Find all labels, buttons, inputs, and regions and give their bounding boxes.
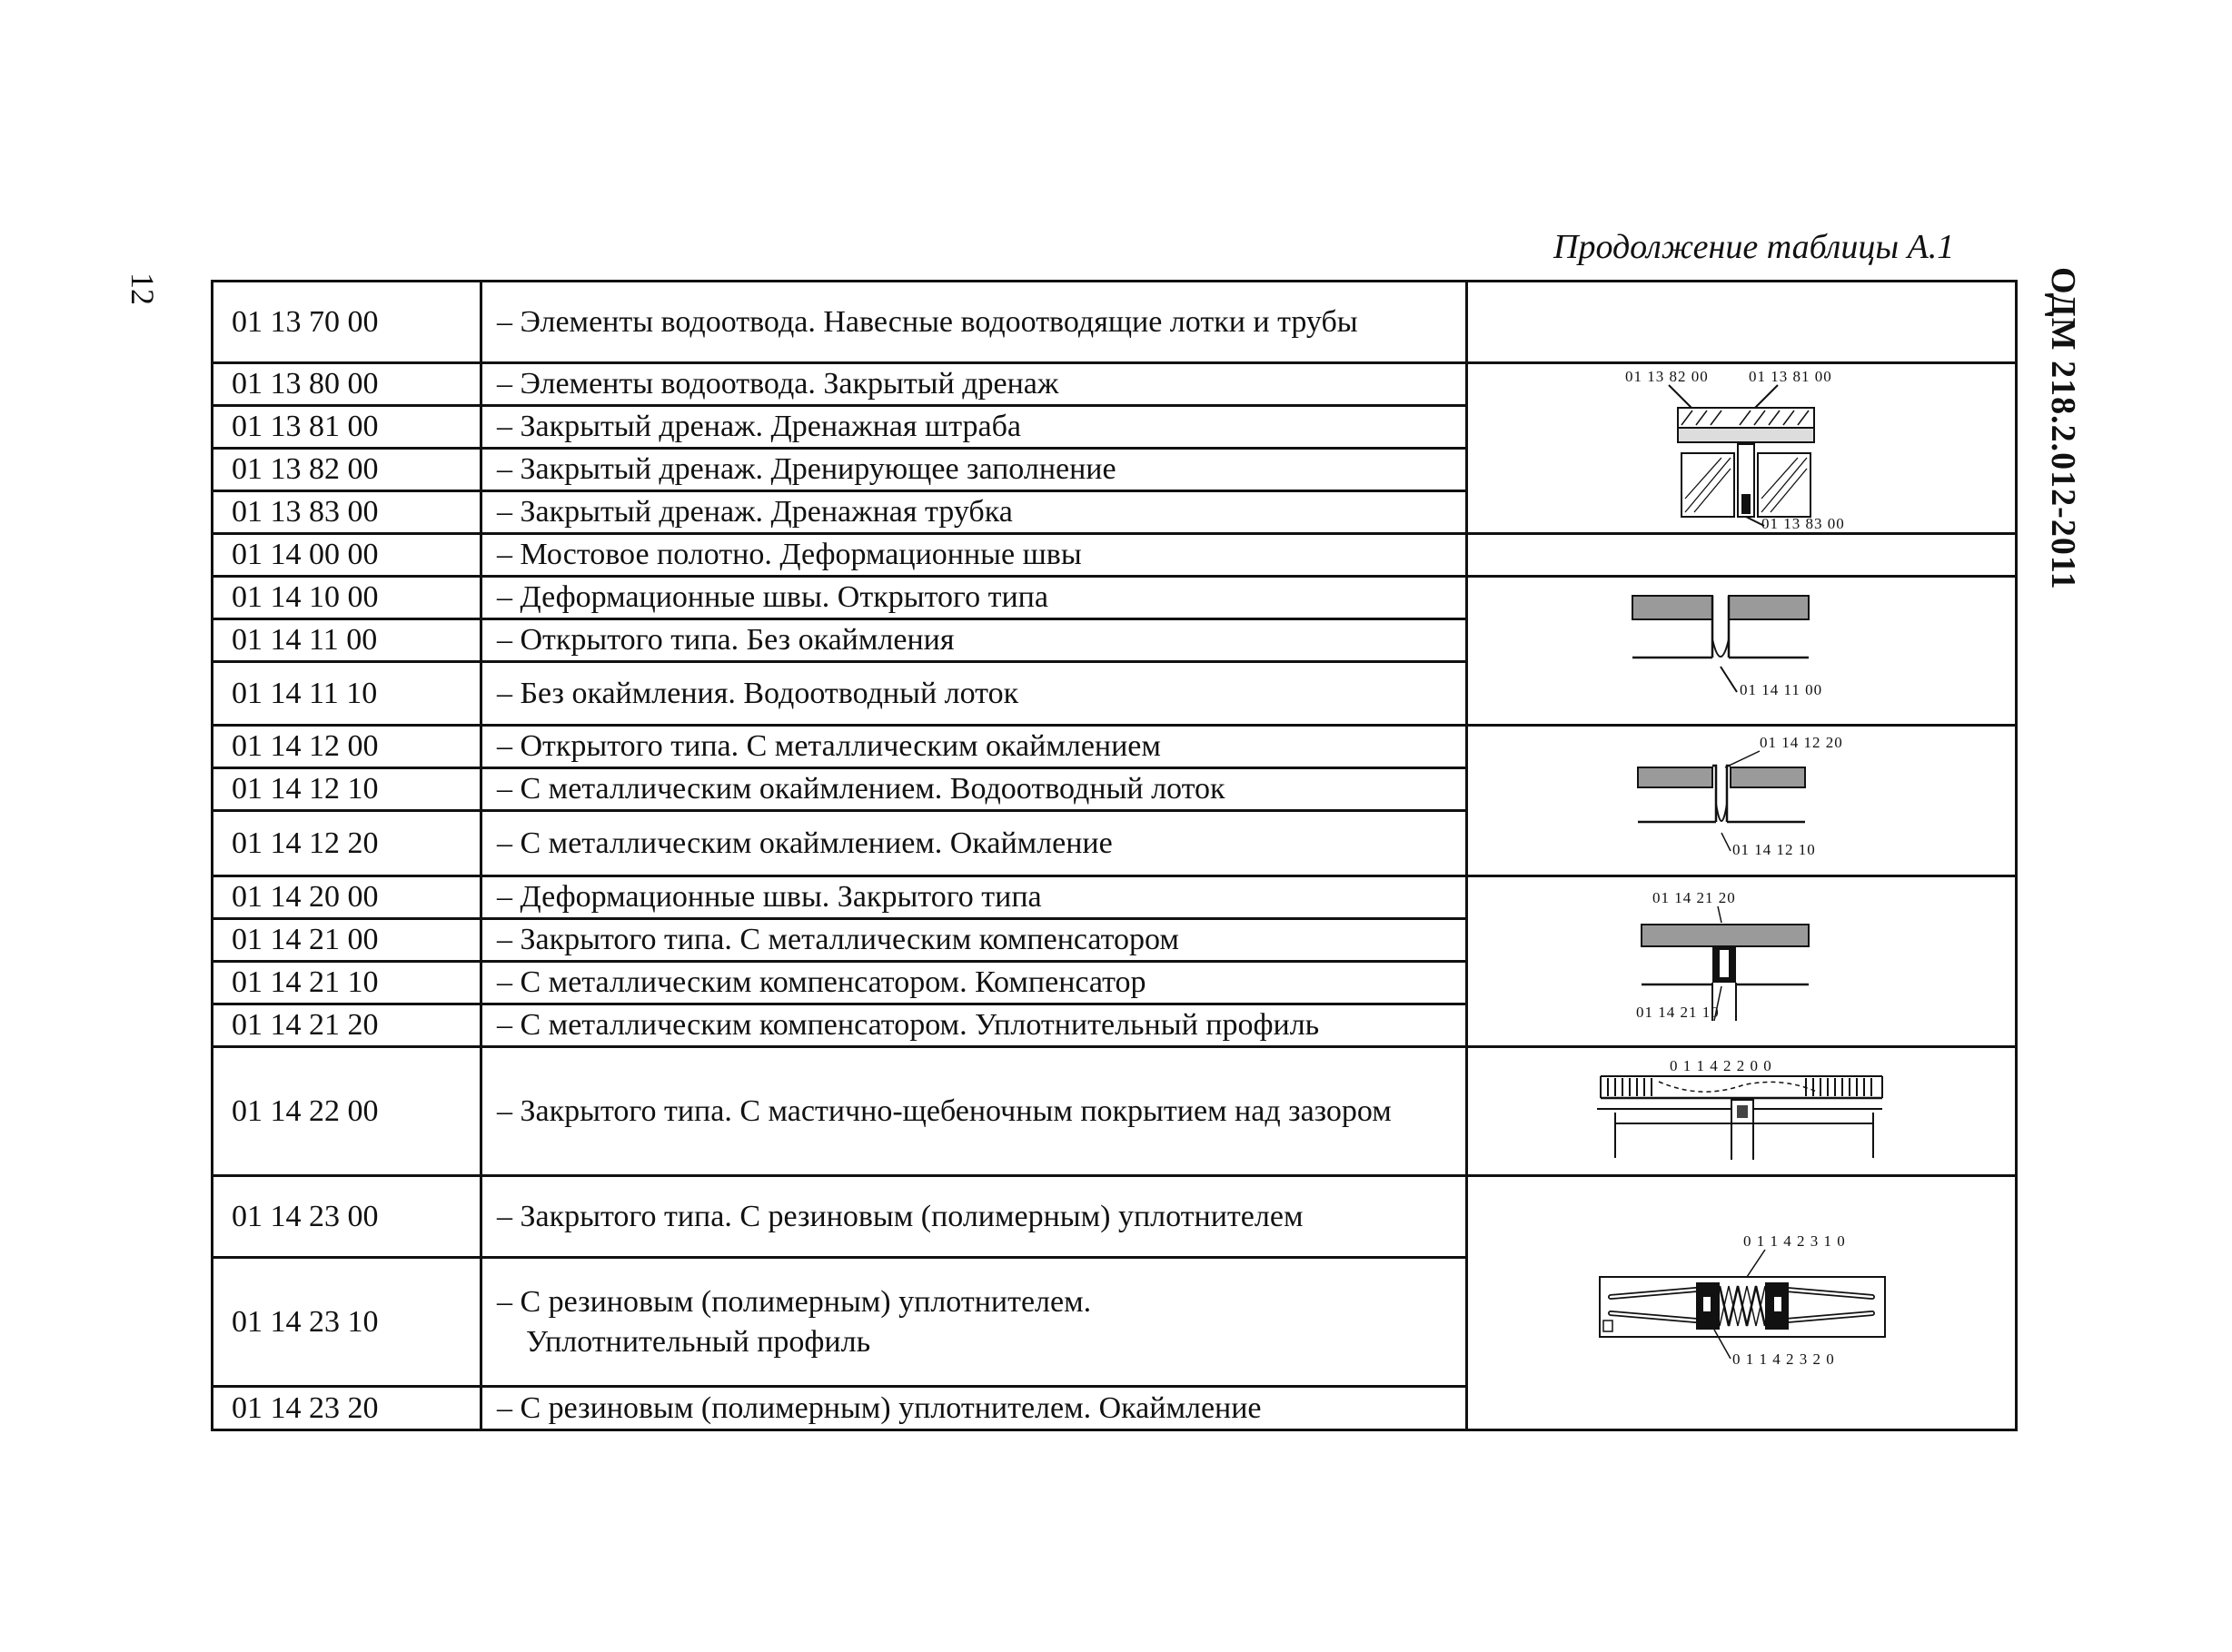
page-number: 12 [124,272,161,305]
row-description: – Закрытого типа. С металлическим компенсатором [481,919,1467,962]
row-description: – Деформационные швы. Открытого типа [481,577,1467,619]
closed-drainage-diagram [1605,367,1878,530]
table-row [213,1176,2017,1258]
table-row [213,876,2017,919]
row-description: – С металлическим компенсатором. Компенсатор [481,962,1467,1004]
rubber-seal-joint-diagram [1587,1226,1896,1380]
row-code: 01 14 21 00 [213,919,481,962]
figure-label: 01 13 83 00 [1761,514,1845,530]
figure-cell-empty [1467,282,2017,363]
row-description: – Элементы водоотвода. Навесные водоотводящие лотки и трубы [481,282,1467,363]
row-description: – Открытого типа. С металлическим окаймлением [481,726,1467,768]
table-row [213,1047,2017,1176]
classification-table [211,280,2015,1425]
row-description: – С резиновым (полимерным) уплотнителем. Окаймление [481,1387,1467,1430]
figure-label: 01 14 21 20 [1652,888,1736,906]
row-description: – Открытого типа. Без окаймления [481,619,1467,662]
mastic-gravel-joint-diagram [1592,1053,1891,1171]
figure-metal-compensator-joint [1467,876,2017,1047]
row-description: – С металлическим окаймлением. Водоотводный лоток [481,768,1467,811]
row-code: 01 14 23 20 [213,1387,481,1430]
figure-rubber-seal-joint [1467,1176,2017,1430]
row-description-line: – С резиновым (полимерным) уплотнителем. [497,1284,1092,1319]
row-description: – Закрытого типа. С мастично-щебеночным покрытием над зазором [481,1047,1467,1176]
figure-metal-edged-joint [1467,726,2017,876]
row-code: 01 14 00 00 [213,534,481,577]
row-code: 01 14 23 10 [213,1258,481,1387]
row-code: 01 14 11 00 [213,619,481,662]
figure-label: 01 14 11 00 [1740,680,1823,698]
row-description [481,1258,1467,1387]
row-description: – Закрытый дренаж. Дренажная трубка [481,491,1467,534]
row-description: – Мостовое полотно. Деформационные швы [481,534,1467,577]
figure-label: 01 14 21 10 [1636,1003,1720,1021]
row-code: 01 14 12 10 [213,768,481,811]
row-code: 01 13 80 00 [213,363,481,406]
row-code: 01 14 22 00 [213,1047,481,1176]
row-code: 01 14 10 00 [213,577,481,619]
table-row [213,363,2017,406]
figure-mastic-joint [1467,1047,2017,1176]
row-description-line: Уплотнительный профиль [526,1324,871,1359]
figure-label: 01 13 82 00 [1625,367,1709,385]
figure-label: 01 14 12 10 [1732,840,1816,858]
row-code: 01 14 12 20 [213,811,481,876]
row-code: 01 13 82 00 [213,449,481,491]
row-code: 01 14 11 10 [213,662,481,726]
row-code: 01 13 81 00 [213,406,481,449]
row-description: – Закрытого типа. С резиновым (полимерным) уплотнителем [481,1176,1467,1258]
row-code: 01 14 20 00 [213,876,481,919]
row-description: – Закрытый дренаж. Дренажная штраба [481,406,1467,449]
row-code: 01 14 21 20 [213,1004,481,1047]
open-joint-diagram [1623,583,1860,719]
row-description: – С металлическим компенсатором. Уплотнительный профиль [481,1004,1467,1047]
figure-closed-drainage [1467,363,2017,534]
figure-label: 0 1 1 4 2 2 0 0 [1670,1056,1772,1074]
row-description: – Деформационные швы. Закрытого типа [481,876,1467,919]
row-code: 01 14 12 00 [213,726,481,768]
figure-label: 01 13 81 00 [1749,367,1832,385]
table-row [213,726,2017,768]
figure-cell-empty [1467,534,2017,577]
row-description: – Элементы водоотвода. Закрытый дренаж [481,363,1467,406]
figure-open-joint [1467,577,2017,726]
row-code: 01 14 23 00 [213,1176,481,1258]
row-code: 01 14 21 10 [213,962,481,1004]
row-code: 01 13 70 00 [213,282,481,363]
row-code: 01 13 83 00 [213,491,481,534]
metal-edged-joint-diagram [1623,733,1860,869]
table-row [213,282,2017,363]
row-description: – Без окаймления. Водоотводный лоток [481,662,1467,726]
figure-label: 0 1 1 4 2 3 1 0 [1743,1232,1846,1250]
table-row [213,534,2017,577]
row-description: – Закрытый дренаж. Дренирующее заполнение [481,449,1467,491]
row-description: – С металлическим окаймлением. Окаймление [481,811,1467,876]
metal-compensator-diagram [1623,885,1860,1039]
document-code: ОДМ 218.2.012-2011 [2044,267,2082,590]
table-continuation-caption: Продолжение таблицы А.1 [1553,228,1955,266]
figure-label: 0 1 1 4 2 3 2 0 [1732,1350,1835,1368]
figure-label: 01 14 12 20 [1760,733,1843,751]
table-row [213,577,2017,619]
